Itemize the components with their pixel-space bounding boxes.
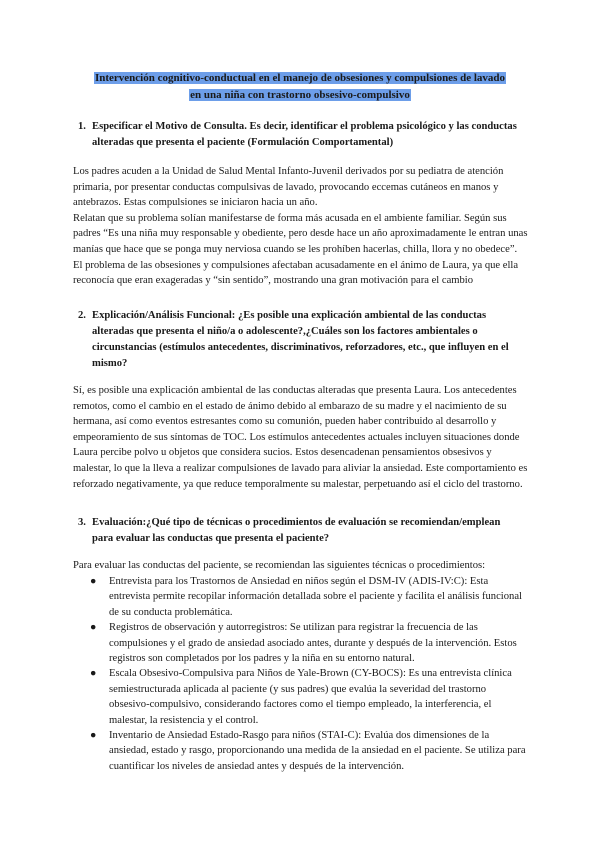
bullet-icon: ● (90, 622, 97, 634)
section-heading-text: Evaluación:¿Qué tipo de técnicas o procedimientos de evaluación se recomiendan/emplean para evaluar las conductas que presenta el paciente? (92, 517, 501, 544)
list-item-text: Entrevista para los Trastornos de Ansiedad en niños según el DSM-IV (ADIS-IV:C): Esta entrevista permite recopilar información detallada sobre el paciente y facilita el análisis funcional de su conducta problemática. (109, 576, 522, 618)
section-heading-text: Explicación/Análisis Funcional: ¿Es posible una explicación ambiental de las conductas alteradas que presenta el niño/a o adolescente?,¿Cuáles son los factores ambientales o circunstancias (estímulos antecedentes, discriminativos, reforzadores, etc., que influyen en el mismo? (92, 310, 509, 369)
section-3-heading (78, 515, 522, 547)
list-item (73, 666, 529, 728)
section-3-intro (73, 558, 529, 574)
bullet-icon: ● (90, 576, 97, 587)
list-item (73, 620, 529, 666)
section-number: 1. (78, 121, 86, 132)
paragraph: Relatan que su problema solían manifestarse de forma más acusada en el ambiente familiar. Según sus padres “Es una niña muy responsable y obediente, pero desde hace un año aproximadamente le entran unas manías que hace que se ponga muy nerviosa cuando se les prohíben hacerlas, chilla, llora y no obedece”. El problema de las obsesiones y compulsiones afectaban acusadamente en el ánimo de Laura, ya que ella reconocía que eran exageradas y “sin sentido”, mostrando una gran motivación para el cambio (73, 212, 528, 287)
section-2-heading (78, 308, 522, 372)
section-1-body (73, 164, 529, 289)
list-item (73, 574, 529, 620)
list-item-text: Registros de observación y autorregistros: Se utilizan para registrar la frecuencia de las compulsiones y el grado de ansiedad asociado antes, durante y después de la intervención. Estos registros son completados por los padres y la niña en su entorno natural. (109, 622, 517, 665)
bullet-icon: ● (90, 730, 97, 742)
paragraph: Para evaluar las conductas del paciente, se recomiendan las siguientes técnicas o procedimientos: (73, 560, 486, 571)
title-line-2: en una niña con trastorno obsesivo-compulsivo (190, 89, 410, 102)
section-2-body (73, 383, 529, 492)
paragraph: Sí, es posible una explicación ambiental de las conductas alteradas que presenta Laura. Los antecedentes remotos, como el cambio en el estado de ánimo debido al embarazo de su madre y el nacimiento de su hermana, así como eventos estresantes como su comunión, pueden haber contribuido al desarrollo y empeoramiento de sus síntomas de TOC. Los estímulos antecedentes actuales incluyen situaciones donde Laura percibe polvo u objetos que considera sucios. Estos desencadenan pensamientos obsesivos y malestar, lo que la lleva a realizar compulsiones de lavado para aliviar la ansiedad. Este comportamiento es reforzado negativamente, ya que reduce temporalmente su malestar, perpetuando así el ciclo del trastorno. (73, 385, 528, 490)
title-line-1: Intervención cognitivo-conductual en el manejo de obsesiones y compulsiones de lavado (94, 72, 506, 84)
evaluation-techniques-list (73, 574, 529, 774)
list-item-text: Escala Obsesivo-Compulsiva para Niños de Yale-Brown (CY-BOCS): Es una entrevista clínica semiestructurada aplicada al paciente (y sus padres) que evalúa la severidad del trastorno obsesivo-compulsivo, considerando factores como el tiempo empleado, la interferencia, el malestar, la resistencia y el control. (109, 668, 512, 726)
list-item-text: Inventario de Ansiedad Estado-Rasgo para niños (STAI-C): Evalúa dos dimensiones de la ansiedad, estado y rasgo, proporcionando una medida de la ansiedad en el paciente. Se utiliza para cuantificar los niveles de ansiedad antes y después de la intervención. (109, 730, 526, 772)
list-item (73, 728, 529, 774)
section-heading-text: Especificar el Motivo de Consulta. Es decir, identificar el problema psicológico y las conductas alteradas que presenta el paciente (Formulación Comportamental) (92, 121, 517, 148)
paragraph: Los padres acuden a la Unidad de Salud Mental Infanto-Juvenil derivados por su pediatra de atención primaria, por presentar conductas compulsivas de lavado, provocando eccemas cutáneos en manos y antebrazos. Estas compulsiones se iniciaron hacia un año. (73, 166, 504, 209)
section-1-heading (78, 119, 522, 151)
document-title (40, 70, 560, 105)
section-number: 3. (78, 517, 86, 528)
section-number: 2. (78, 310, 86, 321)
bullet-icon: ● (90, 668, 97, 680)
